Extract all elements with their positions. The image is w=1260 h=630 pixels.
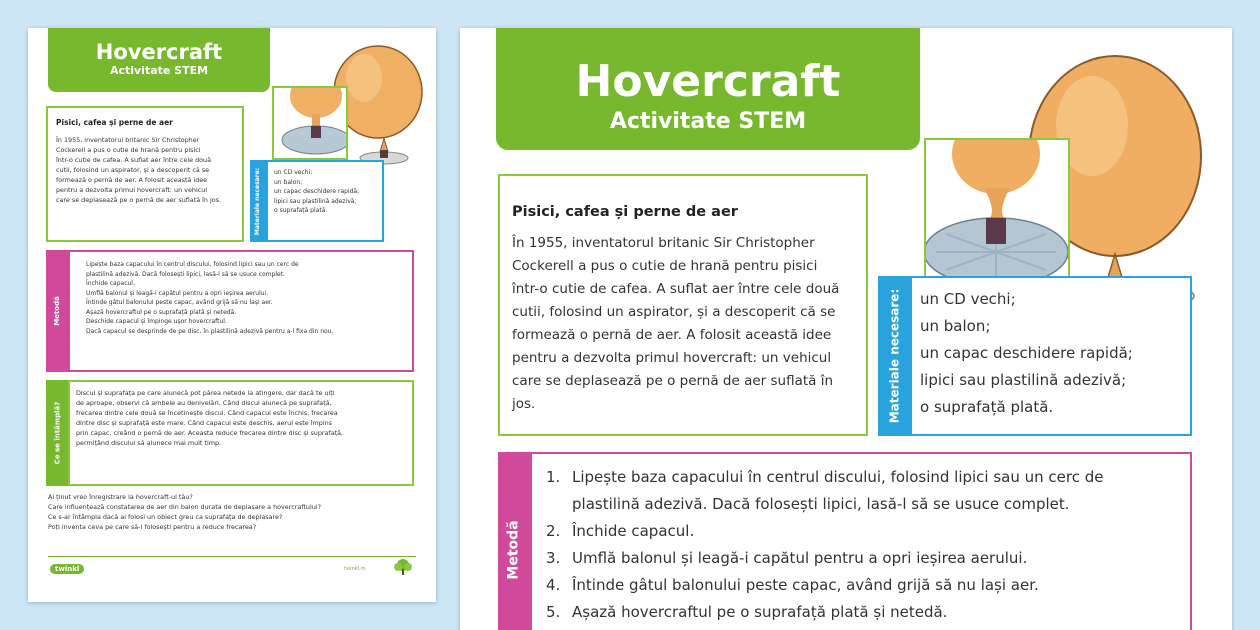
intro-line: Cockerell a pus o cutie de hrană pentru pisici [512, 258, 818, 274]
small-method-step: Lipește baza capacului în centrul discului, folosind lipici sau un cerc de [86, 261, 299, 268]
small-title: Hovercraft [95, 40, 223, 64]
small-material-item: o suprafață plată. [274, 207, 328, 214]
small-explanation-box [68, 380, 414, 486]
intro-line: pentru a dezvolta primul hovercraft: un vehicul [512, 350, 832, 366]
small-explanation-line: frecarea dintre cele două se încetinește discul. Când capacul este închis, frecarea [76, 409, 338, 417]
small-intro-heading: Pisici, cafea și perne de aer [56, 118, 173, 127]
small-material-item: un capac deschidere rapidă; [274, 188, 360, 195]
small-explanation-line: permițând discului să alunece mai mult timp. [76, 439, 222, 447]
small-materials-list [274, 168, 376, 216]
twinkl-logo: twinkl [50, 564, 84, 574]
small-material-item: un CD vechi; [274, 169, 313, 176]
intro-line: într-o cutie de cafea. A suflat aer între cele două [512, 281, 840, 297]
small-intro-line: formează o pernă de aer. A folosit această idee [56, 176, 208, 184]
small-subtitle: Activitate STEM [109, 64, 209, 77]
small-footer-rule [48, 556, 416, 557]
small-inset-photo [272, 86, 348, 160]
small-explanation-line: dintre disc și suprafață este mare. Când capacul este deschis, aerul este împins [76, 419, 332, 427]
method-step: 5. Așază hovercraftul pe o suprafață plată și netedă. [546, 603, 948, 621]
intro-line: cutii, folosind un aspirator, și a descoperit că se [512, 304, 836, 320]
small-materials-box [266, 160, 384, 242]
small-method-step: Dacă capacul se desprinde de pe disc, în plastilină adezivă pentru a-l fixa din nou. [86, 327, 334, 335]
small-explanation-line: de aproape, observi că ambele au denivelări. Când discul alunecă pe suprafață, [76, 399, 332, 407]
small-intro-line: În 1955, inventatorul britanic Sir Christopher [56, 136, 200, 144]
small-intro-text [56, 135, 234, 205]
small-cd-icon [274, 88, 346, 158]
small-method-tab: Metodă [46, 250, 68, 372]
small-intro-line: într-o cutie de cafea. A suflat aer între cele două [56, 156, 212, 164]
small-method-step: Deschide capacul și împinge ușor hovercraftul. [86, 318, 227, 325]
small-method-step: Umflă balonul și leagă-i capătul pentru a opri ieșirea aerului. [86, 289, 269, 297]
small-question-line: Ai ținut vreo înregistrare la hovercraft-ul tău? [48, 493, 193, 501]
small-intro-box [46, 106, 244, 242]
small-intro-line: care se deplasează pe o pernă de aer suflată în jos. [56, 196, 222, 204]
method-list [546, 464, 1180, 626]
small-page-preview [28, 28, 436, 602]
small-method-box [68, 250, 414, 372]
main-title-banner [496, 28, 920, 150]
main-title: Hovercraft [575, 56, 841, 107]
small-materials-tab: Materiale necesare: [250, 160, 266, 242]
small-intro-line: Cockerell a pus o cutie de hrană pentru pisici [56, 146, 201, 154]
material-item: lipici sau plastilină adezivă; [920, 371, 1127, 389]
method-step: 4. Întinde gâtul balonului peste capac, având grijă să nu lași aer. [546, 576, 1039, 594]
method-box [530, 452, 1192, 630]
small-footer-right: twinkl.ro [344, 566, 366, 572]
method-step: 1. Lipește baza capacului în centrul discului, folosind lipici sau un cerc de plastilină adezivă. Dacă folosești lipici, lasă-l să se usuce complet. [546, 468, 1104, 513]
intro-box [498, 174, 868, 436]
small-intro-line: cutii, folosind un aspirator, și a descoperit că se [56, 166, 210, 174]
small-method-list [76, 260, 406, 336]
small-material-item: un balon; [274, 178, 303, 186]
tree-icon [392, 558, 414, 576]
small-method-step: Întinde gâtul balonului peste capac, având grijă să nu lași aer. [86, 299, 273, 306]
small-explanation-line: Discul și suprafața pe care alunecă pot părea netede la atingere, dar dacă te uiți [76, 389, 335, 397]
intro-line: formează o pernă de aer. A folosit această idee [512, 327, 832, 343]
small-intro-line: pentru a dezvolta primul hovercraft: un vehicul [56, 186, 208, 194]
small-explanation-line: prin capac, creând o pernă de aer. Aceasta reduce frecarea dintre disc și suprafață, [76, 429, 344, 437]
inset-photo [924, 138, 1070, 282]
material-item: un capac deschidere rapidă; [920, 344, 1133, 362]
method-tab: Metodă [498, 452, 530, 630]
small-method-step: Închide capacul. [86, 280, 135, 287]
small-question-line: Care influențează constatarea de aer din balon durata de deplasare a hovercraftului? [48, 503, 321, 511]
small-questions [48, 492, 418, 532]
method-step: 2. Închide capacul. [546, 522, 695, 540]
intro-heading: Pisici, cafea și perne de aer [512, 204, 738, 220]
material-item: un CD vechi; [920, 290, 1016, 308]
small-title-banner [48, 28, 270, 92]
intro-text [512, 232, 854, 416]
small-method-step: plastilină adezivă. Dacă folosești lipici, lasă-l să se usuce complet. [86, 270, 286, 278]
materials-tab: Materiale necesare: [878, 276, 910, 436]
materials-list [920, 286, 1182, 421]
cd-icon [926, 140, 1068, 280]
main-page [460, 28, 1232, 630]
material-item: o suprafață plată. [920, 398, 1054, 416]
small-method-step: Așază hovercraftul pe o suprafață plată și netedă. [86, 308, 237, 316]
intro-line: În 1955, inventatorul britanic Sir Christopher [512, 235, 815, 251]
intro-line: care se deplasează pe o pernă de aer suflată în jos. [512, 373, 834, 412]
method-step: 3. Umflă balonul și leagă-i capătul pentru a opri ieșirea aerului. [546, 549, 1028, 567]
material-item: un balon; [920, 317, 991, 335]
materials-box [910, 276, 1192, 436]
small-material-item: lipici sau plastilină adezivă; [274, 197, 357, 205]
small-question-line: Poți inventa ceva pe care să-l folosești pentru a reduce frecarea? [48, 523, 257, 531]
main-subtitle: Activitate STEM [609, 109, 807, 134]
small-question-line: Ce s-ar întâmpla dacă ai folosi un obiect greu ca suprafața de deplasare? [48, 513, 283, 521]
small-explanation-tab: Ce se întâmplă? [46, 380, 68, 486]
